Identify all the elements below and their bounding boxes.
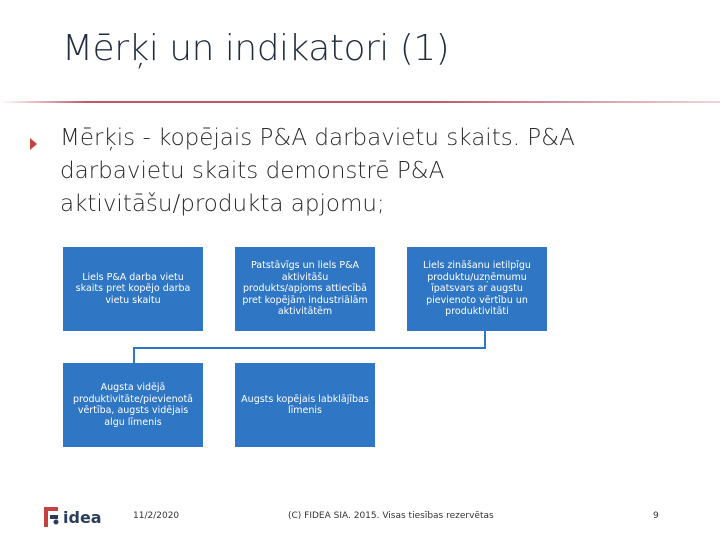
diagram-box-1: Liels P&A darba vietu skaits pret kopējo darba vietu skaitu (63, 247, 203, 331)
diagram-box-5: Augsts kopējais labklājības līmenis (235, 363, 375, 447)
fidea-logo (44, 506, 102, 528)
diagram-box-3: Liels zināšanu ietilpīgu produktu/uzņēmumu īpatsvars ar augstu pievienoto vērtību un produktivitāti (407, 247, 547, 331)
fidea-logo-icon (44, 507, 60, 527)
slide-title: Mērķi un indikatori (1) (62, 28, 450, 69)
bullet-marker-icon (30, 138, 37, 150)
diagram-box-2: Patstāvīgs un liels P&A aktivitāšu produkts/apjoms attiecībā pret kopējām industriālām aktivitātēm (235, 247, 375, 331)
title-divider (0, 101, 720, 103)
connector-line (133, 347, 486, 349)
diagram-box-4: Augsta vidējā produktivitāte/pievienotā vērtība, augsts vidējais algu līmenis (63, 363, 203, 447)
fidea-logo-text: idea (63, 507, 102, 527)
footer-page-number: 9 (653, 511, 659, 521)
footer-copyright: (C) FIDEA SIA. 2015. Visas tiesības rezervētas (288, 511, 494, 521)
bullet-text: Mērķis - kopējais P&A darbavietu skaits. P&A darbavietu skaits demonstrē P&A aktivitāšu/produkta apjomu; (60, 125, 575, 217)
footer-date: 11/2/2020 (133, 511, 180, 521)
